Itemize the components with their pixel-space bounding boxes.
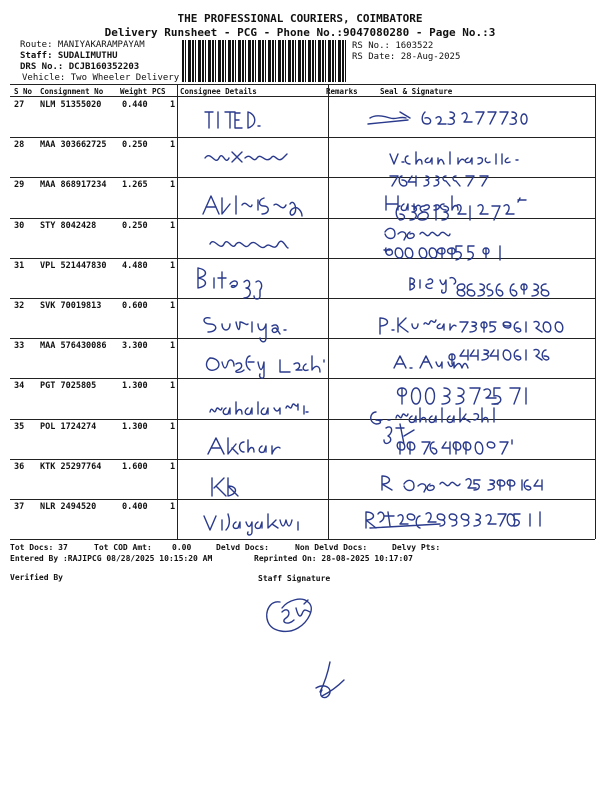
row-pcs: 1	[170, 381, 176, 392]
rs-date: RS Date: 28-Aug-2025	[352, 52, 461, 62]
staff-label: Staff: SUDALIMUTHU	[20, 51, 118, 61]
row-consignment-no: VPL 521447830	[40, 260, 107, 271]
row-consignment-no: MAA 576430086	[40, 341, 107, 352]
col-seal: Seal & Signature	[380, 87, 453, 96]
row-sno: 34	[14, 381, 25, 392]
route-label: Route: MANIYAKARAMPAYAM	[20, 40, 145, 50]
vehicle-label: Vehicle: Two Wheeler Delivery	[22, 73, 180, 83]
row-pcs: 1	[170, 100, 176, 110]
row-consignment-no: NLM 51355020	[40, 100, 102, 110]
row-pcs: 1	[170, 341, 176, 352]
total-cod-value: 0.00	[172, 543, 192, 552]
row-consignment-no: MAA 303662725	[40, 140, 107, 151]
row-consignment-no: MAA 868917234	[40, 180, 107, 191]
row-sno: 27	[14, 100, 25, 110]
total-docs: Tot Docs: 37	[10, 543, 68, 552]
row-weight: 0.600	[122, 301, 148, 311]
row-pcs: 1	[170, 140, 176, 151]
col-consignee: Consignee Details	[180, 87, 257, 96]
row-pcs: 1	[170, 461, 176, 472]
row-consignment-no: NLR 2494520	[40, 502, 97, 512]
col-weight: Weight	[120, 87, 148, 96]
row-weight: 1.300	[122, 421, 148, 432]
row-weight: 0.250	[122, 220, 148, 231]
rs-number: RS No.: 1603522	[352, 41, 434, 51]
row-sno: 30	[14, 220, 25, 231]
row-sno: 28	[14, 140, 25, 151]
staff-signature: Staff Signature	[258, 574, 331, 583]
delivered-docs: Delvd Docs:	[216, 543, 269, 552]
row-sno: 32	[14, 301, 25, 311]
row-sno: 36	[14, 461, 25, 472]
row-weight: 4.480	[122, 260, 148, 271]
col-consignment: Consignment No	[40, 87, 104, 96]
row-pcs: 1	[170, 301, 176, 311]
reprinted-on: Reprinted On: 28-08-2025 10:17:07	[254, 554, 413, 563]
row-consignment-no: KTK 25297764	[40, 461, 102, 472]
row-pcs: 1	[170, 502, 176, 512]
row-sno: 33	[14, 341, 25, 352]
row-weight: 0.440	[122, 100, 148, 110]
row-consignment-no: POL 1724274	[40, 421, 97, 432]
row-pcs: 1	[170, 180, 176, 191]
row-weight: 0.250	[122, 140, 148, 151]
row-weight: 1.265	[122, 180, 148, 191]
col-pcs: PCS	[152, 87, 166, 96]
row-weight: 0.400	[122, 502, 148, 512]
document-title: THE PROFESSIONAL COURIERS, COIMBATORE	[177, 12, 423, 25]
entered-by: Entered By :RAJIPCG 08/28/2025 10:15:20 AM	[10, 554, 213, 563]
row-weight: 1.600	[122, 461, 148, 472]
row-consignment-no: STY 8042428	[40, 220, 97, 231]
col-remarks: Remarks	[326, 87, 358, 96]
total-cod-label: Tot COD Amt:	[94, 543, 152, 552]
row-sno: 35	[14, 421, 25, 432]
row-weight: 1.300	[122, 381, 148, 392]
document-subtitle: Delivery Runsheet - PCG - Phone No.:9047080280 - Page No.:3	[104, 26, 496, 39]
row-consignment-no: SVK 70019813	[40, 301, 102, 311]
non-delivered-docs: Non Delvd Docs:	[295, 543, 368, 552]
drs-number: DRS No.: DCJB160352203	[20, 62, 140, 72]
row-consignment-no: PGT 7025805	[40, 381, 97, 392]
row-sno: 29	[14, 180, 25, 191]
delivery-points: Delvy Pts:	[392, 543, 441, 552]
row-pcs: 1	[170, 260, 176, 271]
row-pcs: 1	[170, 220, 176, 231]
row-pcs: 1	[170, 421, 176, 432]
row-sno: 37	[14, 502, 25, 512]
col-sno: S No	[14, 87, 33, 96]
verified-by: Verified By	[10, 573, 63, 582]
row-sno: 31	[14, 260, 25, 271]
row-weight: 3.300	[122, 341, 148, 352]
